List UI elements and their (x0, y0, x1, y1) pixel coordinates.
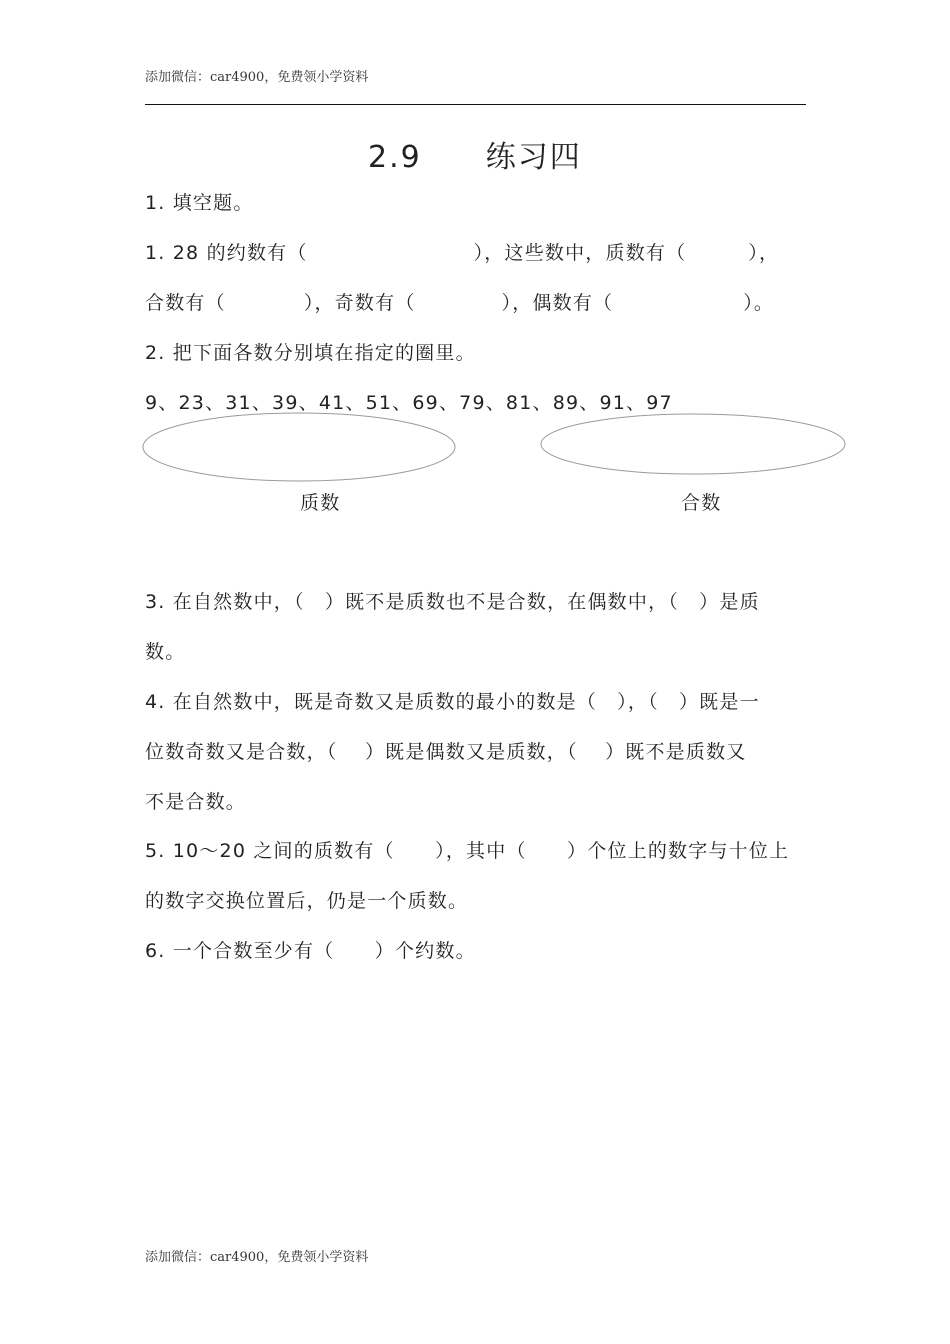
q1-text-c: ）， (748, 242, 780, 264)
page-footer: 添加微信：car4900，免费领小学资料 (145, 1250, 369, 1265)
q1-text-d: 合数有（ (145, 292, 226, 314)
page-header: 添加微信：car4900，免费领小学资料 (145, 70, 369, 85)
q4-line2: 位数奇数又是合数，（ ）既是偶数又是质数，（ ）既不是质数又 (145, 741, 747, 763)
q2-numbers: 9、23、31、39、41、51、69、79、81、89、91、97 (145, 392, 673, 414)
q1-text-f: ），偶数有（ (501, 292, 614, 314)
q2-text: 2. 把下面各数分别填在指定的圈里。 (145, 342, 476, 364)
q6-text: 6. 一个合数至少有（ ）个约数。 (145, 940, 476, 962)
q1-text-a: 1. 28 的约数有（ (145, 242, 308, 264)
section-heading: 1. 填空题。 (145, 192, 254, 214)
q4-line3: 不是合数。 (145, 791, 247, 813)
composite-circle[interactable] (541, 414, 845, 474)
q5-line2: 的数字交换位置后，仍是一个质数。 (145, 890, 469, 912)
prime-circle[interactable] (143, 413, 455, 481)
q1-text-b: ），这些数中，质数有（ (473, 242, 687, 264)
prime-circle-label: 质数 (300, 492, 341, 514)
q3-line1: 3. 在自然数中，（ ）既不是质数也不是合数，在偶数中，（ ）是质 (145, 591, 760, 613)
q3-line2: 数。 (145, 641, 186, 663)
q4-line1: 4. 在自然数中，既是奇数又是质数的最小的数是（ ），（ ）既是一 (145, 691, 760, 713)
q5-line1: 5. 10～20 之间的质数有（ ），其中（ ）个位上的数字与十位上 (145, 840, 790, 862)
composite-circle-label: 合数 (681, 492, 722, 514)
q1-text-e: ），奇数有（ (303, 292, 416, 314)
page-title: 2.9 练习四 (368, 140, 582, 175)
q1-text-g: ）。 (743, 292, 775, 314)
